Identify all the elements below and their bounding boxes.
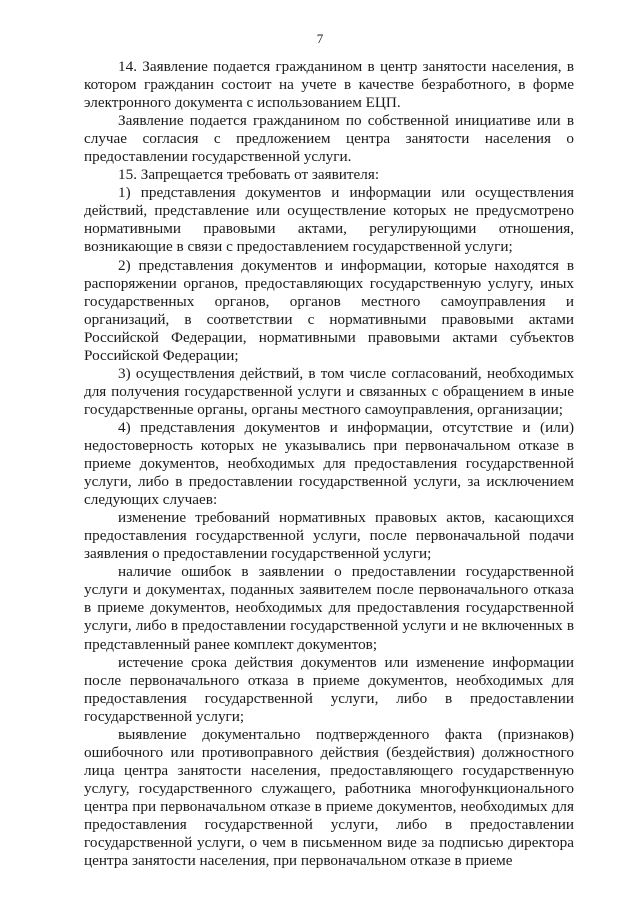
- document-body: [84, 58, 574, 870]
- page-number: 7: [316, 31, 324, 46]
- paragraph-case-requirements-change: изменение требований нормативных правовых актов, касающихся предоставления государственной услуги, после первоначальной подачи заявления о предоставлении государственной услуги;: [84, 509, 574, 563]
- paragraph-15-prohibition: 15. Запрещается требовать от заявителя:: [118, 166, 380, 184]
- paragraph-initiative: Заявление подается гражданином по собственной инициативе или в случае согласия с предложением центра занятости населения о предоставлении государственной услуги.: [84, 112, 574, 166]
- paragraph-case-errors: наличие ошибок в заявлении о предоставлении государственной услуги и документах, поданных заявителем после первоначального отказа в приеме документов, необходимых для предоставления государственной услуги, либо в предоставлении государственной услуги и не включенных в представленный ранее комплект документов;: [84, 563, 574, 653]
- paragraph-item-3: 3) осуществления действий, в том числе согласований, необходимых для получения государственной услуги и связанных с обращением в иные государственные органы, органы местного самоуправления, организации;: [84, 364, 574, 418]
- paragraph-item-2: 2) представления документов и информации, которые находятся в распоряжении органов, предоставляющих государственную услугу, иных государственных органов, органов местного самоуправления и организаций, в соответствии с нормативными правовыми актами Российской Федерации, нормативными правовыми актами субъектов Российской Федерации;: [84, 256, 574, 364]
- paragraph-14-submission: 14. Заявление подается гражданином в центр занятости населения, в котором гражданин состоит на учете в качестве безработного, в форме электронного документа с использованием ЕЦП.: [84, 58, 574, 112]
- paragraph-case-misconduct: выявление документально подтвержденного факта (признаков) ошибочного или противоправного действия (бездействия) должностного лица центра занятости населения, предоставляющего государственную услугу, государственного служащего, работника многофункционального центра при первоначальном отказе в приеме документов, необходимых для предоставления государственной услуги, либо в предоставлении государственной услуги, о чем в письменном виде за подписью директора центра занятости населения, при первоначальном отказе в приеме: [84, 725, 574, 870]
- paragraph-item-4: 4) представления документов и информации, отсутствие и (или) недостоверность которых не указывались при первоначальном отказе в приеме документов, необходимых для предоставления государственной услуги, либо в предоставлении государственной услуги, за исключением следующих случаев:: [84, 418, 574, 509]
- paragraph-case-expiry: истечение срока действия документов или изменение информации после первоначального отказа в приеме документов, необходимых для предоставления государственной услуги, либо в предоставлении государственной услуги;: [84, 653, 574, 725]
- paragraph-item-1: 1) представления документов и информации или осуществления действий, представление или осуществление которых не предусмотрено нормативными правовыми актами, регулирующими отношения, возникающие в связи с предоставлением государственной услуги;: [84, 184, 574, 256]
